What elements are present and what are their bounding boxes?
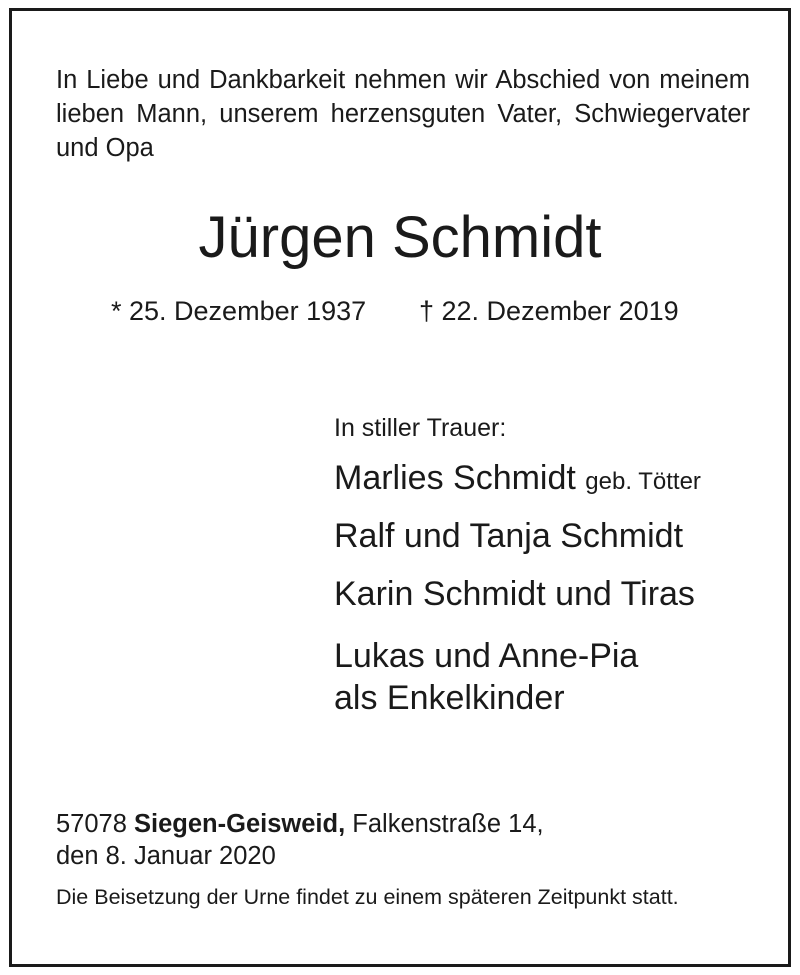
city: Siegen-Geisweid,	[134, 810, 346, 838]
mourner-line: Lukas und Anne-Pia	[334, 637, 639, 675]
obituary-frame	[9, 8, 791, 967]
mourner-line: als Enkelkinder	[334, 679, 565, 717]
street: Falkenstraße 14,	[352, 810, 544, 838]
mourner-spouse	[334, 457, 701, 503]
birth-date: * 25. Dezember 1937	[111, 296, 367, 326]
intro-text: In Liebe und Dankbarkeit nehmen wir Abschied von meinem lieben Mann, unserem herzensguten Vater, Schwiegervater und Opa	[56, 66, 750, 162]
mourners-heading: In stiller Trauer:	[334, 414, 507, 442]
spouse-maiden-name: geb. Tötter	[585, 468, 701, 495]
burial-note: Die Beisetzung der Urne findet zu einem späteren Zeitpunkt statt.	[56, 885, 679, 909]
deceased-name: Jürgen Schmidt	[198, 205, 602, 270]
postcode: 57078	[56, 810, 127, 838]
address-line	[56, 807, 544, 841]
death-date: † 22. Dezember 2019	[419, 296, 679, 326]
notice-date: den 8. Januar 2020	[56, 842, 276, 870]
spouse-name: Marlies Schmidt	[334, 459, 576, 497]
mourner-line: Karin Schmidt und Tiras	[334, 575, 695, 613]
mourner-line: Ralf und Tanja Schmidt	[334, 517, 684, 555]
